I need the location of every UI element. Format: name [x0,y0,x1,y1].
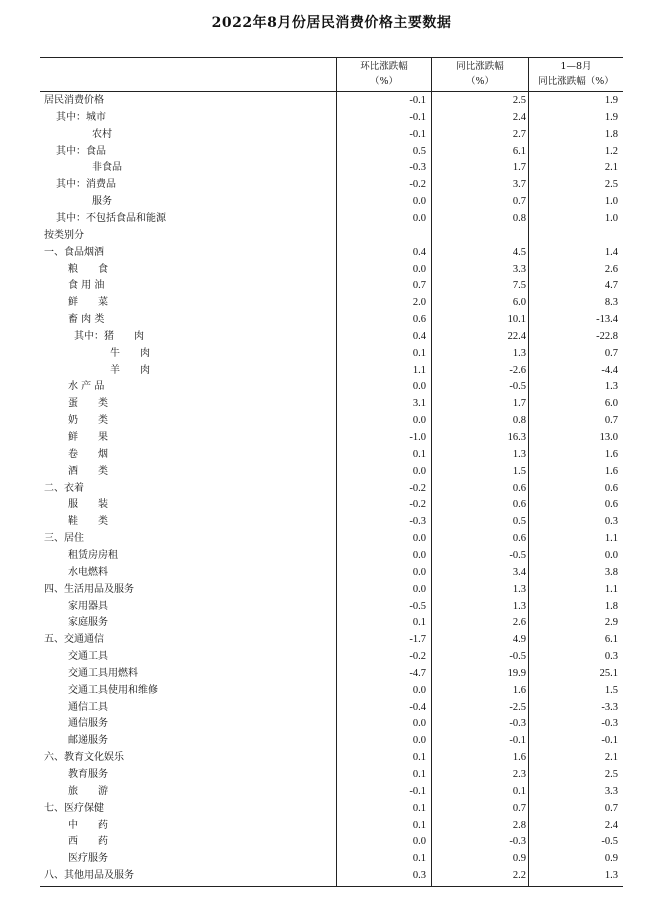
ytd-value: 2.1 [604,752,618,764]
ytd-value: 6.0 [604,398,618,410]
yoy-value: 0.7 [512,802,526,814]
ytd-value: 1.0 [604,196,618,208]
table-row [40,715,623,732]
ytd-value: -22.8 [596,330,618,342]
header-yoy-unit: （%） [465,76,495,87]
table-row [40,193,623,210]
table-row [40,766,623,783]
ytd-value: 6.1 [604,634,618,646]
table-row [40,530,623,547]
table-row [40,345,623,362]
mom-value: 0.5 [412,145,426,157]
yoy-value: 2.2 [512,870,526,882]
table-row [40,261,623,278]
table-row [40,244,623,261]
row-label: 医疗服务 [68,853,108,865]
ytd-value: 0.7 [604,347,618,359]
table-row [40,126,623,143]
header-ytd-period: 1—8月 [560,61,592,72]
ytd-value: 13.0 [599,432,618,443]
mom-value: -0.3 [409,162,426,174]
row-label: 畜 肉 类 [68,314,105,326]
ytd-value: 1.3 [604,870,618,882]
ytd-value: 25.1 [599,667,618,679]
mom-value: -0.2 [409,499,426,511]
mom-value: 0.0 [412,735,426,747]
yoy-value: 7.5 [512,280,526,292]
mom-value: 0.1 [412,802,426,814]
row-label: 居民消费价格 [44,95,104,106]
row-label: 交通工具 [68,651,108,663]
mom-value: -0.1 [409,111,426,123]
ytd-value: 1.3 [604,381,618,393]
row-label: 其中：城市 [56,111,106,123]
table-row [40,800,623,817]
yoy-value: 2.6 [512,617,526,629]
row-label: 家庭服务 [68,617,108,629]
row-label: 羊 肉 [110,364,150,376]
header-yoy-change [432,59,528,89]
mom-value: -1.0 [409,432,426,443]
table-row [40,867,623,884]
table-row [40,378,623,395]
yoy-value: 1.3 [512,583,526,595]
mom-value: -0.1 [409,95,426,106]
row-label: 酒 类 [68,465,108,477]
row-label: 租赁房房租 [68,549,118,561]
table-row [40,159,623,176]
mom-value: 1.1 [412,364,426,376]
ytd-value: 4.7 [604,280,618,292]
yoy-value: 0.5 [512,516,526,528]
yoy-value: 0.6 [512,533,526,545]
table-row [40,783,623,800]
yoy-value: 0.1 [512,785,526,797]
row-label: 通信服务 [68,718,108,730]
ytd-value: -0.1 [601,735,618,747]
row-label: 二、衣着 [44,482,84,494]
table-bottom-rule [40,886,623,887]
yoy-value: 4.9 [512,634,526,646]
ytd-value: 1.9 [604,111,618,123]
row-label: 七、医疗保健 [44,802,104,814]
row-label: 非食品 [92,162,122,174]
ytd-value: 0.6 [604,482,618,494]
ytd-value: 1.6 [604,465,618,477]
ytd-value: 1.0 [604,212,618,224]
yoy-value: 6.1 [512,145,526,157]
row-label: 通信工具 [68,701,108,713]
mom-value: 0.0 [412,718,426,730]
table-row [40,817,623,834]
page-title: 2022年8月份居民消费价格主要数据 [211,15,452,31]
table-row [40,109,623,126]
row-label: 奶 类 [68,415,108,427]
row-label: 中 药 [68,819,108,831]
yoy-value: 1.3 [512,347,526,359]
ytd-value: 8.3 [604,297,618,309]
ytd-value: 1.6 [604,448,618,460]
row-label: 六、教育文化娱乐 [44,752,124,764]
yoy-value: 0.8 [512,212,526,224]
ytd-value: 3.3 [604,785,618,797]
table-row [40,513,623,530]
row-label: 牛 肉 [110,347,150,359]
mom-value: 0.1 [412,752,426,764]
row-label: 水电燃料 [68,566,108,578]
row-label: 水 产 品 [68,381,105,393]
ytd-value: 0.3 [604,651,618,663]
mom-value: 0.4 [412,246,426,258]
ytd-value: 0.9 [604,853,618,865]
mom-value: 0.1 [412,769,426,780]
mom-value: 2.0 [412,297,426,309]
mom-value: -0.4 [409,701,426,713]
table-row [40,614,623,631]
mom-value: 0.0 [412,684,426,696]
table-row [40,480,623,497]
ytd-value: 0.6 [604,499,618,511]
mom-value: -0.1 [409,128,426,140]
row-label: 按类别分 [44,229,84,241]
mom-value: 0.0 [412,583,426,595]
row-label: 鞋 类 [68,516,108,528]
ytd-value: 1.1 [604,583,618,595]
yoy-value: 2.8 [512,819,526,831]
mom-value: -0.5 [409,600,426,612]
row-label: 旅 游 [68,785,108,797]
row-label: 鲜 菜 [68,297,108,309]
ytd-value: 2.6 [604,263,618,275]
header-ytd-change [529,59,623,89]
ytd-value: 1.2 [604,145,618,157]
table-row [40,699,623,716]
table-row [40,631,623,648]
yoy-value: 0.8 [512,415,526,427]
mom-value: 0.0 [412,415,426,427]
mom-value: 0.0 [412,263,426,275]
table-row [40,412,623,429]
row-label: 其中：猪 肉 [74,330,144,342]
yoy-value: 3.4 [512,566,526,578]
row-label: 四、生活用品及服务 [44,583,134,595]
mom-value: -0.2 [409,179,426,191]
row-label: 其中：食品 [56,145,106,157]
row-label: 西 药 [68,836,108,848]
yoy-value: -0.1 [509,735,526,747]
row-label: 交通工具用燃料 [68,667,138,679]
row-label: 邮递服务 [68,735,108,747]
table-row [40,446,623,463]
ytd-value: 1.5 [604,684,618,696]
mom-value: 0.0 [412,533,426,545]
mom-value: 0.0 [412,566,426,578]
ytd-value: 1.8 [604,600,618,612]
table-row [40,395,623,412]
mom-value: 0.0 [412,549,426,561]
ytd-value: 2.5 [604,179,618,191]
mom-value: 0.1 [412,853,426,865]
ytd-value: 2.4 [604,819,618,831]
yoy-value: -0.3 [509,718,526,730]
ytd-value: -0.3 [601,718,618,730]
mom-value: -1.7 [409,634,426,646]
mom-value: 0.0 [412,212,426,224]
row-label: 五、交通通信 [44,634,104,646]
table-row [40,850,623,867]
mom-value: 0.1 [412,448,426,460]
table-row [40,210,623,227]
mom-value: 0.3 [412,870,426,882]
yoy-value: -0.5 [509,549,526,561]
ytd-value: 3.8 [604,566,618,578]
mom-value: 0.1 [412,617,426,629]
yoy-value: 1.3 [512,600,526,612]
row-label: 服务 [92,196,112,208]
row-label: 蛋 类 [68,398,108,410]
table-row [40,429,623,446]
ytd-value: 0.7 [604,415,618,427]
row-label: 教育服务 [68,769,108,780]
yoy-value: 2.5 [512,95,526,106]
table-row [40,227,623,244]
yoy-value: 1.6 [512,684,526,696]
yoy-value: 2.3 [512,769,526,780]
yoy-value: 4.5 [512,246,526,258]
yoy-value: 1.7 [512,398,526,410]
table-row [40,176,623,193]
table-row [40,682,623,699]
yoy-value: 1.3 [512,448,526,460]
row-label: 食 用 油 [68,280,105,292]
mom-value: 0.0 [412,836,426,848]
mom-value: -4.7 [409,667,426,679]
mom-value: 0.1 [412,819,426,831]
row-label: 农村 [92,128,112,140]
ytd-value: 1.8 [604,128,618,140]
yoy-value: 1.6 [512,752,526,764]
row-label: 家用器具 [68,600,108,612]
table-row [40,277,623,294]
yoy-value: 0.6 [512,499,526,511]
yoy-value: 1.5 [512,465,526,477]
yoy-value: 2.7 [512,128,526,140]
ytd-value: 1.1 [604,533,618,545]
yoy-value: 22.4 [507,330,526,342]
ytd-value: -3.3 [601,701,618,713]
mom-value: -0.1 [409,785,426,797]
row-label: 卷 烟 [68,448,108,460]
mom-value: -0.3 [409,516,426,528]
table-row [40,732,623,749]
table-row [40,598,623,615]
ytd-value: 2.1 [604,162,618,174]
table-row [40,328,623,345]
table-row [40,311,623,328]
yoy-value: -0.5 [509,651,526,663]
table-top-rule [40,57,623,58]
table-row [40,833,623,850]
ytd-value: 1.9 [604,95,618,106]
mom-value: 0.4 [412,330,426,342]
yoy-value: -0.5 [509,381,526,393]
yoy-value: -2.5 [509,701,526,713]
table-row [40,294,623,311]
yoy-value: 0.9 [512,853,526,865]
table-row [40,665,623,682]
mom-value: -0.2 [409,482,426,494]
mom-value: 0.1 [412,347,426,359]
row-label: 一、食品烟酒 [44,246,104,258]
yoy-value: 6.0 [512,297,526,309]
header-mom-change [337,59,431,89]
ytd-value: 0.7 [604,802,618,814]
ytd-value: 2.5 [604,769,618,780]
row-label: 鲜 果 [68,432,108,443]
row-label: 三、居住 [44,533,84,545]
table-row [40,564,623,581]
header-ytd-label: 同比涨跌幅（%） [538,76,614,87]
ytd-value: 0.0 [604,549,618,561]
yoy-value: 0.6 [512,482,526,494]
ytd-value: 0.3 [604,516,618,528]
table-row [40,92,623,109]
yoy-value: -2.6 [509,364,526,376]
ytd-value: -13.4 [596,314,618,326]
row-label: 其中：消费品 [56,179,116,191]
yoy-value: 3.3 [512,263,526,275]
ytd-value: -4.4 [601,364,618,376]
table-row [40,547,623,564]
header-mom-unit: （%） [369,76,399,87]
yoy-value: 10.1 [507,314,526,326]
row-label: 粮 食 [68,263,108,275]
mom-value: 0.0 [412,381,426,393]
mom-value: 0.0 [412,196,426,208]
yoy-value: 3.7 [512,179,526,191]
mom-value: 0.7 [412,280,426,292]
yoy-value: -0.3 [509,836,526,848]
table-row [40,581,623,598]
row-label: 八、其他用品及服务 [44,870,134,882]
yoy-value: 2.4 [512,111,526,123]
table-row [40,463,623,480]
ytd-value: -0.5 [601,836,618,848]
table-row [40,143,623,160]
table-row [40,362,623,379]
mom-value: 0.0 [412,465,426,477]
row-label: 服 装 [68,499,108,511]
table-row [40,749,623,766]
table-row [40,496,623,513]
table-row [40,648,623,665]
yoy-value: 0.7 [512,196,526,208]
ytd-value: 1.4 [604,246,618,258]
yoy-value: 16.3 [507,432,526,443]
row-label: 其中：不包括食品和能源 [56,212,166,224]
header-mom-label: 环比涨跌幅 [360,61,408,72]
ytd-value: 2.9 [604,617,618,629]
header-yoy-label: 同比涨跌幅 [456,61,504,72]
row-label: 交通工具使用和维修 [68,684,158,696]
mom-value: 3.1 [412,398,426,410]
mom-value: -0.2 [409,651,426,663]
mom-value: 0.6 [412,314,426,326]
yoy-value: 19.9 [507,667,526,679]
yoy-value: 1.7 [512,162,526,174]
